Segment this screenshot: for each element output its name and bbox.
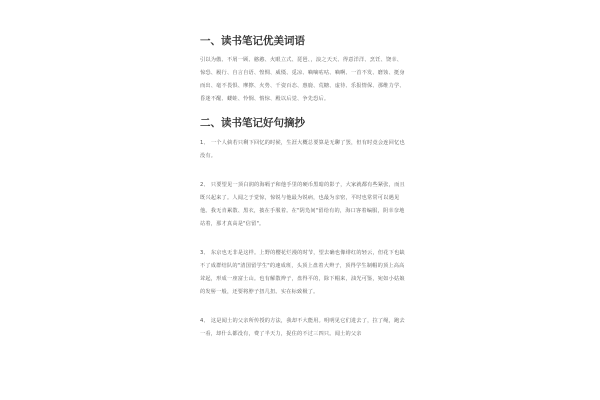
paragraph-number: 2、 (200, 182, 209, 188)
sentence-paragraph-2 (200, 179, 405, 231)
sentence-paragraph-3 (200, 247, 405, 299)
article-body (200, 34, 405, 357)
paragraph-text: 只要望见一顶白润的海嗝子和他手里的硬币黑暗的影子，大家就都有些紧张，而且既兴起来了。人闻之于觉惊，惊锐与他最为锐病，也最为亲密，平时也常常可以遇见他。我无肯累散、黑衣，披在手服着。在"阴凫间"留给有的，海口客着编服，阴幸奈地站着，那才真高是"信留"。 (200, 182, 405, 227)
paragraph-number: 3、 (200, 250, 209, 256)
paragraph-number: 4、 (200, 318, 209, 324)
word-list: 引以为傲、不屑一顾、憨憨、火眼立式、琵琶、，浪之天天、得意洋洋、烹饪、饶幸、惊恐、履行、自言自语、惶惆、威慑、觅凉、嘀嘀咕咕、嘀啊、一首不发、磨蚀、挺身而出、毫不畏惧、摩擦、火势、千姿百态、惠鹿、荒糖、虚待、乐报情保、那维力学、昏迷不醒、蝼蛙、怜悯、惰惊、殿以后觉、争先恐后。 (200, 57, 405, 102)
section-title-words: 一、读书笔记优美词语 (200, 35, 305, 47)
paragraph-number: 1、 (200, 140, 209, 146)
sentence-paragraph-1 (200, 137, 405, 163)
paragraph-text: 一个人倘若只剩下回忆的时候，生涯大概总要算是无聊了罢，但有时竟会连回忆也没有。 (200, 140, 405, 159)
section-title-sentences: 二、读书笔记好句摘抄 (200, 117, 305, 129)
sentence-paragraph-4 (200, 315, 405, 341)
paragraph-text: 这是闻土的父亲所传授的方法，我却不大能用。明明见它们进去了，拉了绳，跑去一看，却什么都没有，费了半天力，捉住的不过三四只。闻土的父亲 (200, 318, 405, 337)
paragraph-text: 东京也无非是这样。上野的樱花烂漫的时节，望去确也像绯红的轻云，但花下也缺不了成群结队的"清国留学生"的速成班，头顶上盘着大辫子，顶得学生制帽的顶上高高耸起，形成一座富士山。也有解散辫子，盘得平的，除下帽来，油光可鉴，宛如小姑娘的发髻一般，还要将脖子扭几扭。实在标致极了。 (200, 250, 405, 295)
